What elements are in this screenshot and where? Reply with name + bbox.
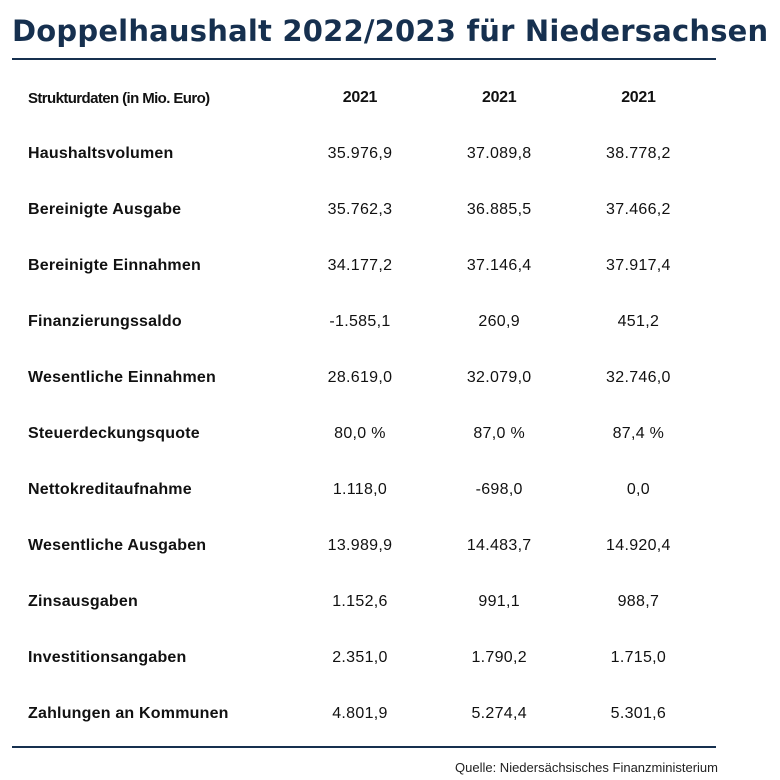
table-cell: 1.152,6	[332, 593, 388, 610]
table-cell: 988,7	[617, 593, 660, 610]
row-label: Haushaltsvolumen	[28, 145, 174, 162]
table-cell: 13.989,9	[327, 537, 393, 554]
table-cell: 28.619,0	[327, 369, 393, 386]
table-cell: 80,0 %	[334, 425, 386, 442]
table-row	[28, 182, 708, 238]
table-row	[28, 238, 708, 294]
table-cell: -1.585,1	[329, 313, 391, 330]
table-cell: 4.801,9	[332, 705, 388, 722]
table-cell: 1.715,0	[610, 649, 667, 666]
table-cell: 35.976,9	[327, 145, 393, 162]
row-label: Wesentliche Ausgaben	[28, 537, 207, 554]
table-cell: 14.920,4	[606, 537, 671, 554]
table-cell: 35.762,3	[327, 201, 393, 218]
header-row	[28, 70, 708, 126]
table-cell: -698,0	[475, 481, 523, 498]
table-cell: 2.351,0	[332, 649, 388, 666]
table-cell: 37.089,8	[466, 145, 532, 162]
data-table	[28, 70, 708, 742]
table-cell: 32.079,0	[466, 369, 532, 386]
bottom-divider	[12, 746, 716, 748]
title-divider	[12, 58, 716, 60]
table-row	[28, 462, 708, 518]
table-cell: 14.483,7	[466, 537, 532, 554]
row-label: Nettokreditaufnahme	[28, 481, 192, 498]
table-row	[28, 518, 708, 574]
table-cell: 260,9	[478, 313, 520, 330]
row-label: Wesentliche Einnahmen	[28, 369, 216, 386]
table-cell: 37.466,2	[606, 201, 671, 218]
chart-title: Doppelhaushalt 2022/2023 für Niedersachsen	[12, 14, 769, 48]
table-cell: 32.746,0	[606, 369, 671, 386]
row-label: Steuerdeckungsquote	[28, 425, 200, 442]
table-cell: 451,2	[617, 313, 660, 330]
row-label: Bereinigte Ausgabe	[28, 201, 182, 218]
table-row	[28, 630, 708, 686]
table-cell: 87,4 %	[612, 425, 665, 442]
row-label: Bereinigte Einnahmen	[28, 257, 201, 274]
table-row	[28, 686, 708, 742]
column-header: 2021	[481, 89, 517, 106]
table-cell: 0,0	[626, 481, 650, 498]
table-row	[28, 574, 708, 630]
row-label: Zinsausgaben	[28, 593, 138, 610]
table-cell: 36.885,5	[466, 201, 532, 218]
column-header: 2021	[342, 89, 378, 106]
table-cell: 87,0 %	[473, 425, 525, 442]
table-cell: 1.790,2	[471, 649, 527, 666]
source-note: Quelle: Niedersächsisches Finanzministerium	[455, 760, 718, 775]
table-cell: 991,1	[478, 593, 520, 610]
table-row	[28, 406, 708, 462]
table-cell: 34.177,2	[327, 257, 393, 274]
table-cell: 5.301,6	[610, 705, 667, 722]
table-cell: 37.146,4	[466, 257, 532, 274]
column-header: Strukturdaten (in Mio. Euro)	[28, 89, 210, 107]
table-cell: 5.274,4	[471, 705, 527, 722]
table-row	[28, 126, 708, 182]
table-row	[28, 350, 708, 406]
row-label: Zahlungen an Kommunen	[28, 705, 229, 722]
row-label: Finanzierungssaldo	[28, 313, 182, 330]
column-header: 2021	[621, 89, 656, 106]
table-cell: 1.118,0	[332, 481, 388, 498]
table-cell: 38.778,2	[606, 145, 671, 162]
table-cell: 37.917,4	[606, 257, 671, 274]
table-body	[28, 126, 708, 742]
row-label: Investitionsangaben	[28, 649, 187, 666]
table-row	[28, 294, 708, 350]
